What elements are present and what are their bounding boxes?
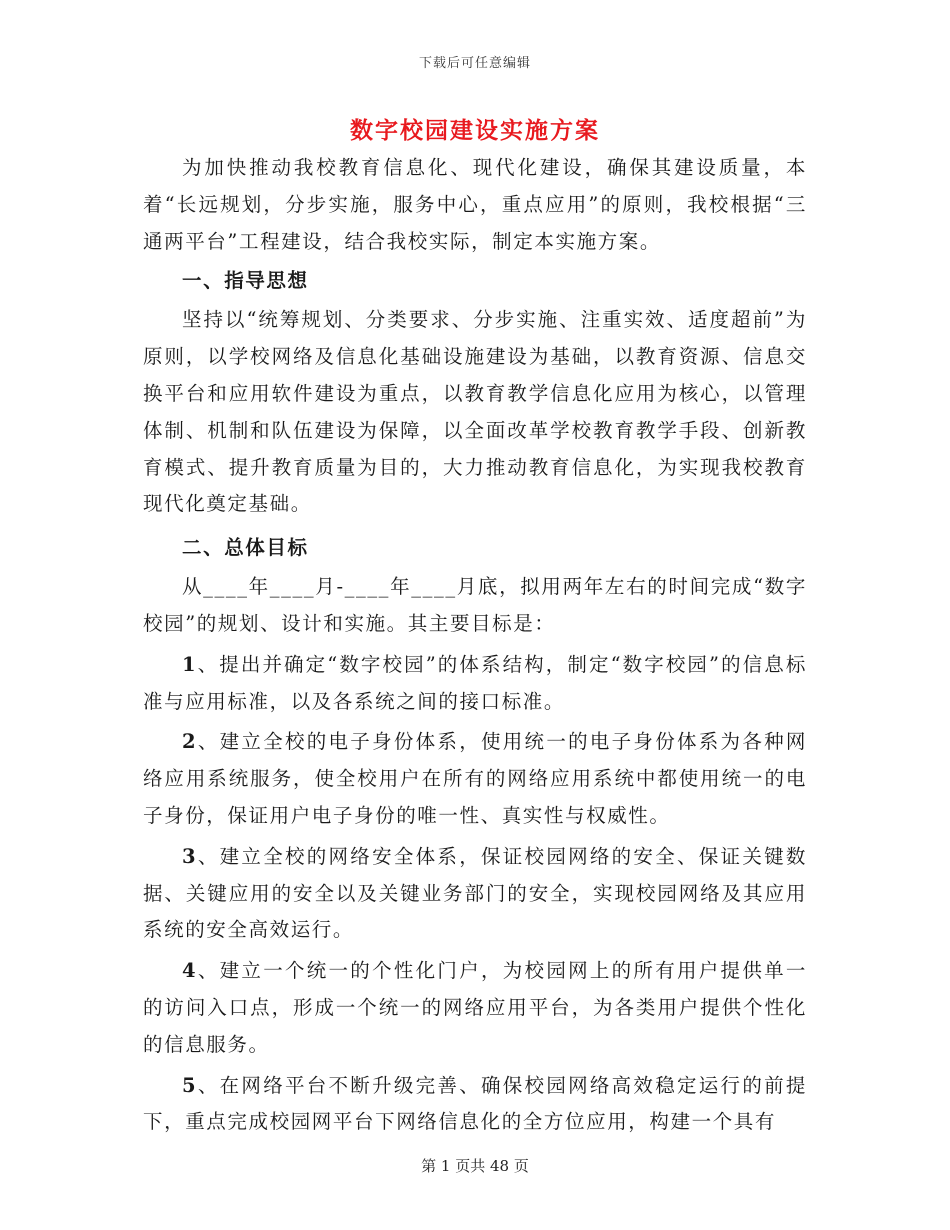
goal-item [143, 1068, 807, 1142]
document-title: 数字校园建设实施方案 [350, 117, 600, 144]
goal-item [143, 724, 807, 834]
goal-item [143, 647, 807, 721]
goal-item [143, 839, 807, 949]
goal-item-text: 、建立一个统一的个性化门户，为校园网上的所有用户提供单一的访问入口点，形成一个统一的网络应用平台，为各类用户提供个性化的信息服务。 [143, 959, 807, 1056]
goal-item-text: 、提出并确定“数字校园”的体系结构，制定“数字校园”的信息标准与应用标准，以及各系统之间的接口标准。 [143, 652, 807, 713]
section-paragraph-guiding-ideology: 坚持以“统筹规划、分类要求、分步实施、注重实效、适度超前”为原则，以学校网络及信息化基础设施建设为基础，以教育资源、信息交换平台和应用软件建设为重点，以教育教学信息化应用为核心，以管理体制、机制和队伍建设为保障，以全面改革学校教育教学手段、创新教育模式、提升教育质量为目的，大力推动教育信息化，为实现我校教育现代化奠定基础。 [143, 308, 807, 516]
section-paragraph-overall-goals: 从____年____月-____年____月底，拟用两年左右的时间完成“数字校园”的规划、设计和实施。其主要目标是： [143, 575, 807, 635]
goal-item-number: 3 [182, 844, 198, 868]
intro-paragraph: 为加快推动我校教育信息化、现代化建设，确保其建设质量，本着“长远规划，分步实施，服务中心，重点应用”的原则，我校根据“三通两平台”工程建设，结合我校实际，制定本实施方案。 [143, 156, 807, 253]
goal-item-number: 2 [182, 730, 198, 754]
goal-item [143, 953, 807, 1063]
goal-item-text: 、建立全校的网络安全体系，保证校园网络的安全、保证关键数据、关键应用的安全以及关键业务部门的安全，实现校园网络及其应用系统的安全高效运行。 [143, 844, 807, 942]
goal-item-text: 、在网络平台不断升级完善、确保校园网络高效稳定运行的前提下，重点完成校园网平台下网络信息化的全方位应用，构建一个具有 [143, 1073, 807, 1134]
document-body [143, 150, 807, 1141]
goal-item-number: 1 [182, 652, 198, 676]
page-header: 下载后可任意编辑 [418, 56, 531, 71]
section-heading-overall-goals: 二、总体目标 [182, 536, 309, 560]
section-heading-guiding-ideology: 一、指导思想 [182, 269, 309, 293]
goal-item-text: 、建立全校的电子身份体系，使用统一的电子身份体系为各种网络应用系统服务，使全校用户在所有的网络应用系统中都使用统一的电子身份，保证用户电子身份的唯一性、真实性与权威性。 [143, 730, 807, 827]
page-footer: 第 1 页共 48 页 [421, 1157, 529, 1175]
goal-item-number: 4 [182, 959, 198, 983]
goal-item-number: 5 [182, 1073, 198, 1097]
